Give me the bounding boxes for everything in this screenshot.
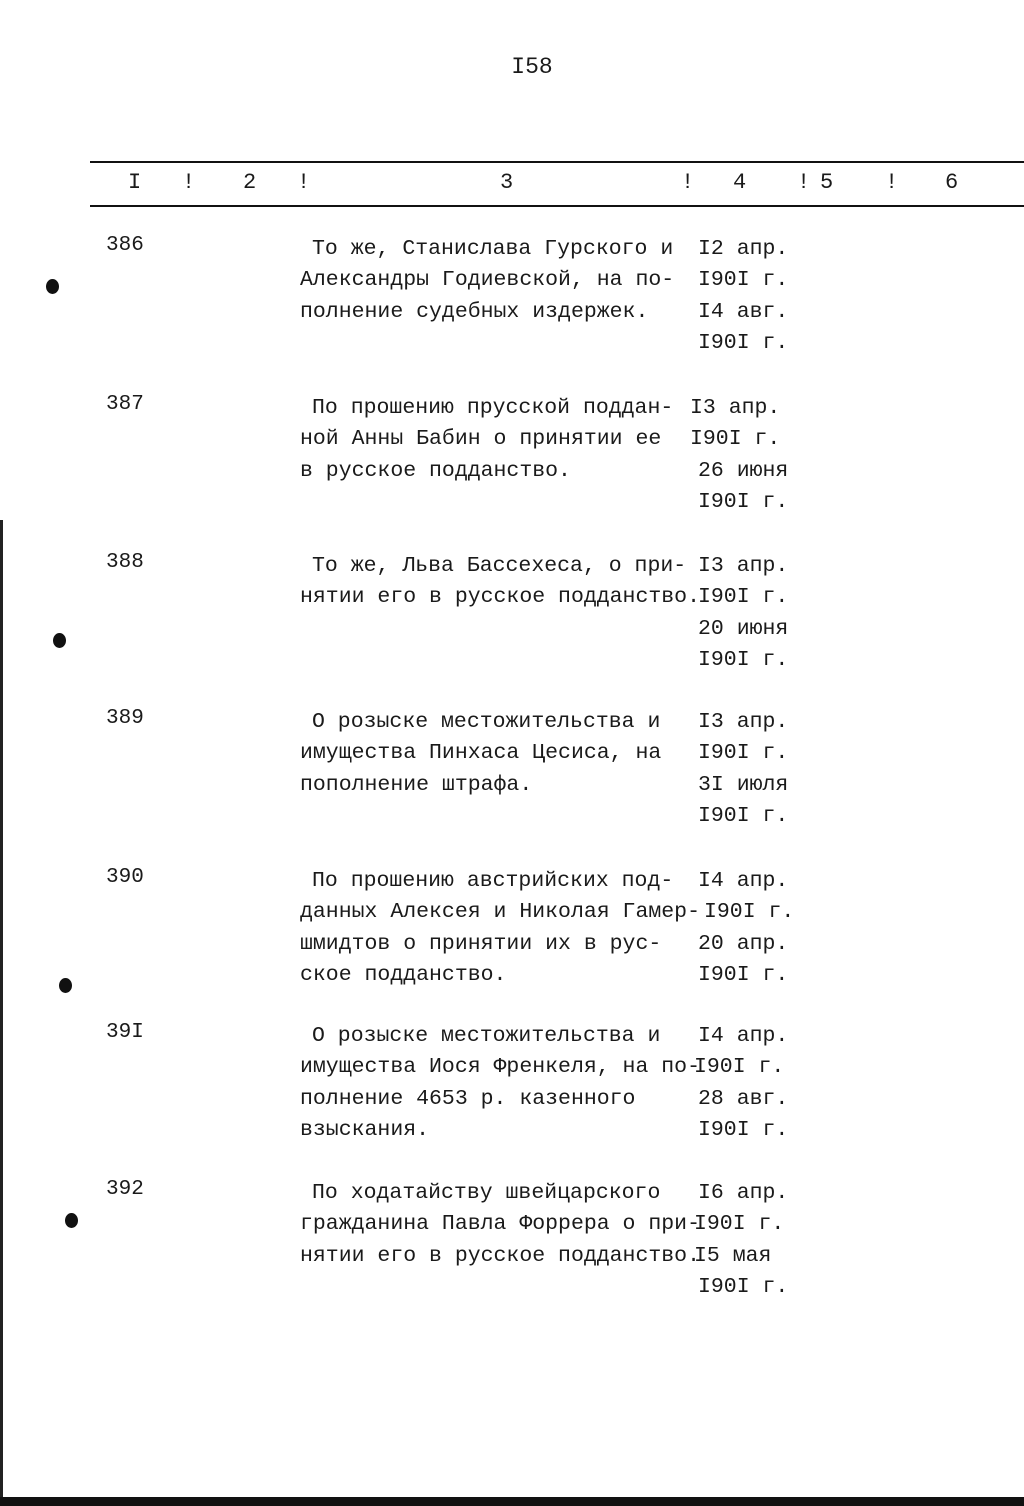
entry-description [300, 1021, 700, 1146]
date-line: I3 апр. [698, 710, 789, 734]
date-line: I3 апр. [690, 396, 781, 420]
entry-dates [690, 707, 820, 832]
entry-number: 386 [106, 234, 144, 257]
page-number: I58 [511, 54, 553, 80]
punch-hole [59, 978, 72, 993]
date-line: I3 апр. [698, 554, 789, 578]
entry-number: 389 [106, 707, 144, 730]
date-line: I90I г. [698, 647, 789, 672]
description-line: нятии его в русское подданство. [300, 585, 700, 610]
scan-left-edge [0, 520, 3, 1506]
date-line: I90I г. [698, 1274, 789, 1299]
date-line: 28 авг. [698, 1086, 789, 1111]
column-header-3: 3 [500, 170, 514, 195]
description-line: По прошению прусской поддан- [312, 396, 674, 420]
entry-number: 388 [106, 551, 144, 574]
entry-dates [690, 1178, 820, 1303]
entry-number: 392 [106, 1178, 144, 1201]
description-line: имущества Иося Френкеля, на по- [300, 1055, 700, 1080]
description-line: в русское подданство. [300, 458, 571, 483]
description-line: гражданина Павла Форрера о при- [300, 1212, 700, 1237]
description-line: О розыске местожительства и [312, 1024, 661, 1048]
date-line: 20 июня [698, 616, 789, 641]
column-header-6: 6 [945, 170, 959, 195]
date-line: I90I г. [694, 1212, 785, 1237]
date-line: I2 апр. [698, 237, 789, 261]
description-line: По ходатайству швейцарского [312, 1181, 661, 1205]
entry-description [300, 707, 700, 801]
date-line: 20 апр. [698, 931, 789, 956]
date-line: I90I г. [690, 427, 781, 452]
column-separator: ! [797, 170, 811, 195]
date-line: I90I г. [694, 1055, 785, 1080]
entry-description [300, 393, 700, 487]
description-line: нятии его в русское подданство. [300, 1243, 700, 1268]
column-header-1: I [128, 170, 142, 195]
column-header-2: 2 [243, 170, 257, 195]
entry-dates [690, 551, 820, 676]
description-line: ной Анны Бабин о принятии ее [300, 427, 662, 452]
date-line: I4 апр. [698, 1024, 789, 1048]
column-header-5: 5 [820, 170, 834, 195]
entry-number: 387 [106, 393, 144, 416]
table-header-rule [90, 205, 1024, 207]
date-line: I5 мая [694, 1243, 772, 1268]
date-line: I90I г. [698, 585, 789, 610]
punch-hole [65, 1213, 78, 1228]
column-separator: ! [297, 170, 311, 195]
entry-number: 390 [106, 866, 144, 889]
date-line: I90I г. [698, 962, 789, 987]
column-separator: ! [885, 170, 899, 195]
description-line: О розыске местожительства и [312, 710, 661, 734]
date-line: I90I г. [698, 1117, 789, 1142]
description-line: ское подданство. [300, 962, 507, 987]
description-line: взыскания. [300, 1117, 430, 1142]
date-line: 26 июня [698, 458, 789, 483]
date-line: I90I г. [698, 268, 789, 293]
column-separator: ! [681, 170, 695, 195]
description-line: имущества Пинхаса Цесиса, на [300, 741, 662, 766]
entry-description [300, 866, 700, 991]
entry-description [300, 551, 700, 614]
entry-dates [690, 393, 820, 518]
entry-dates [690, 1021, 820, 1146]
date-line: I90I г. [698, 803, 789, 828]
entry-description [300, 234, 700, 328]
date-line: I90I г. [698, 741, 789, 766]
scan-bottom-edge [0, 1497, 1024, 1506]
description-line: пополнение штрафа. [300, 772, 533, 797]
description-line: Александры Годиевской, на по- [300, 268, 675, 293]
description-line: То же, Льва Бассехеса, о при- [312, 554, 687, 578]
description-line: То же, Станислава Гурского и [312, 237, 674, 261]
description-line: полнение судебных издержек. [300, 299, 649, 324]
column-separator: ! [182, 170, 196, 195]
date-line: I90I г. [698, 330, 789, 355]
date-line: I6 апр. [698, 1181, 789, 1205]
description-line: полнение 4653 р. казенного [300, 1086, 636, 1111]
date-line: I90I г. [704, 900, 795, 925]
date-line: 3I июля [698, 772, 789, 797]
column-header-4: 4 [733, 170, 747, 195]
date-line: I4 апр. [698, 869, 789, 893]
punch-hole [46, 279, 59, 294]
description-line: шмидтов о принятии их в рус- [300, 931, 662, 956]
entry-dates [690, 234, 820, 359]
date-line: I4 авг. [698, 299, 789, 324]
entry-dates [690, 866, 820, 991]
date-line: I90I г. [698, 489, 789, 514]
description-line: По прошению австрийских под- [312, 869, 674, 893]
entry-description [300, 1178, 700, 1272]
entry-number: 39I [106, 1021, 144, 1044]
description-line: данных Алексея и Николая Гамер- [300, 900, 700, 925]
table-top-rule [90, 161, 1024, 163]
punch-hole [53, 633, 66, 648]
